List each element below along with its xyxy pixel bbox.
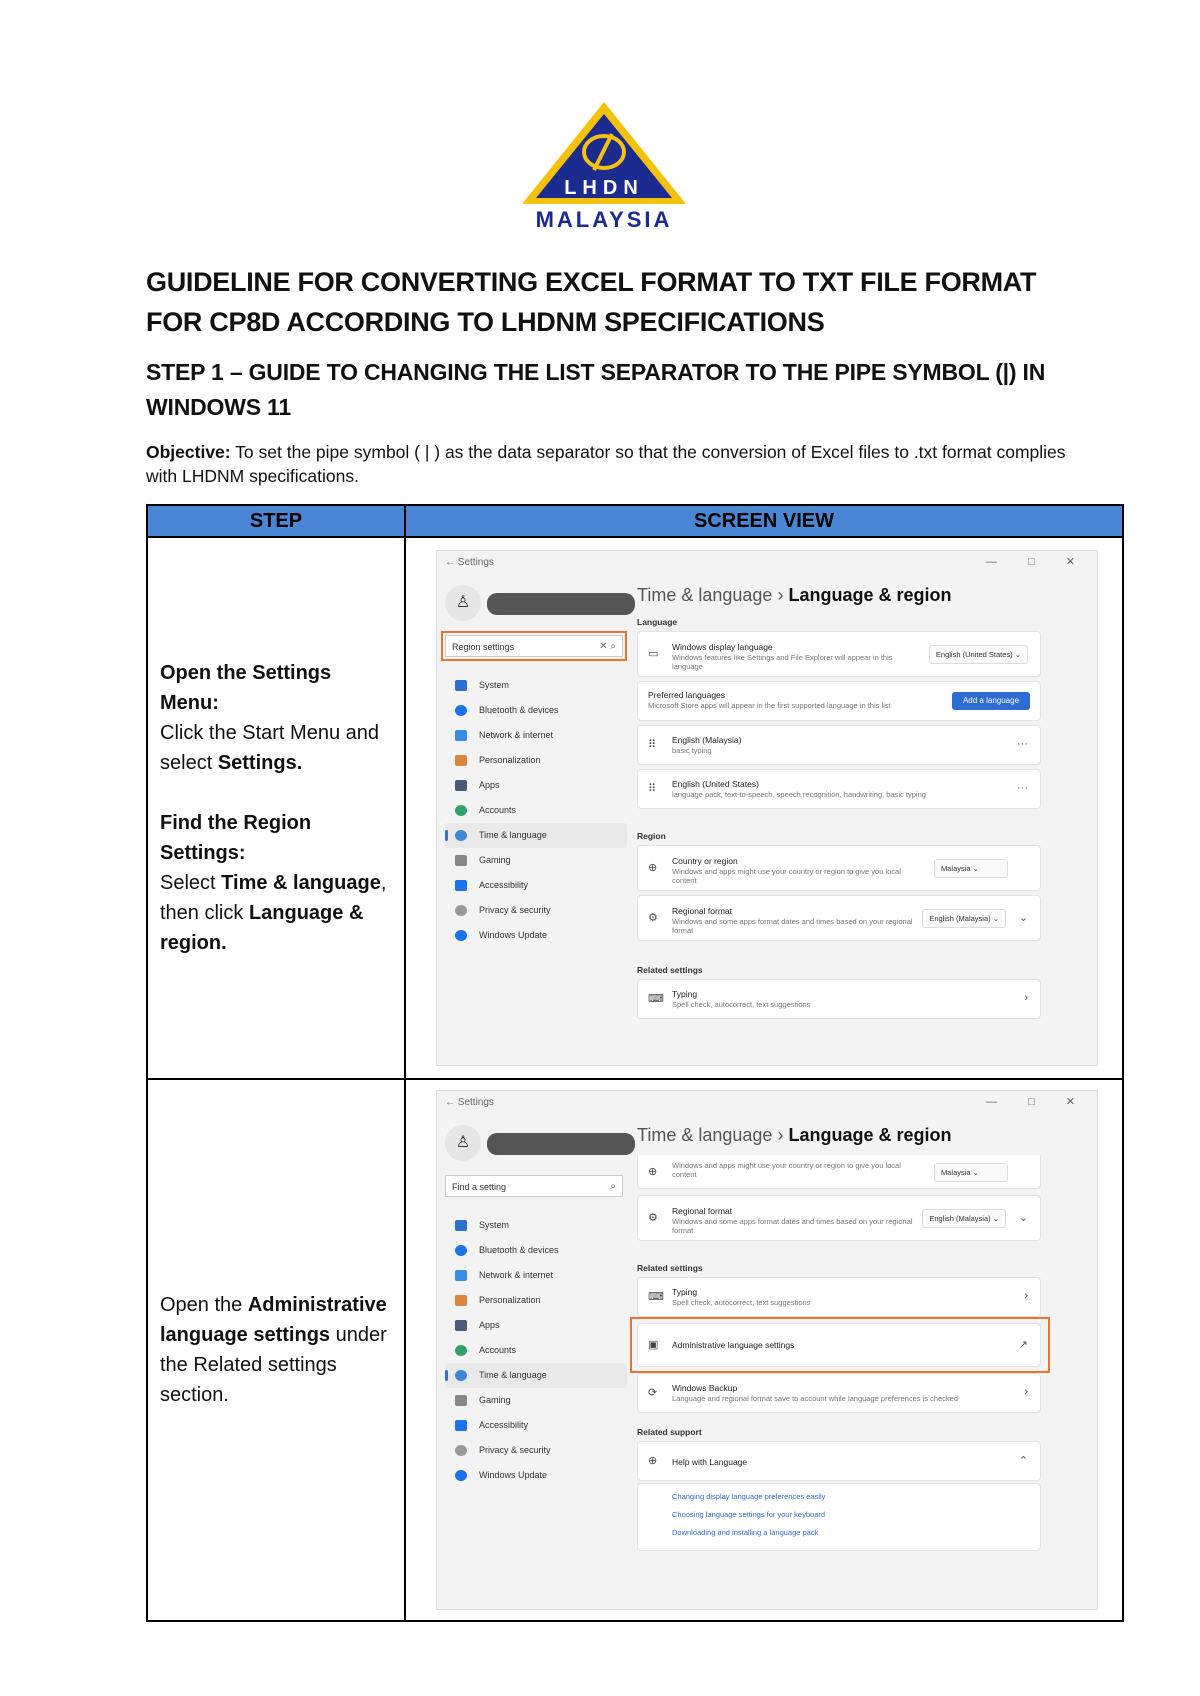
step-1-text: Click the Start Menu and select	[160, 722, 379, 774]
window-controls: — □ ✕	[986, 1096, 1089, 1108]
nav-item[interactable]: Apps	[445, 773, 627, 798]
window-controls: — □ ✕	[986, 556, 1089, 568]
redacted-username	[487, 1133, 635, 1155]
step-1-settings: Settings.	[217, 752, 303, 774]
chevron-down-icon[interactable]: ⌄	[1018, 912, 1028, 924]
globe-icon	[455, 1370, 467, 1381]
nav-item[interactable]: Gaming	[445, 1388, 627, 1413]
keyboard-icon: ⌨	[648, 993, 664, 1005]
more-icon[interactable]: ···	[1017, 738, 1028, 750]
search-icon: ⌕	[610, 1181, 616, 1192]
screenshot-cell-2	[405, 1079, 1123, 1621]
nav-item[interactable]: Accessibility	[445, 873, 627, 898]
breadcrumb: Time & language › Language & region	[637, 585, 952, 605]
gaming-icon	[455, 855, 467, 866]
keyboard-icon: ⌨	[648, 1291, 664, 1303]
step-3-instructions	[147, 1079, 405, 1621]
settings-nav	[445, 673, 627, 948]
step-2-text-2: , then click	[160, 872, 387, 924]
nav-item[interactable]: Windows Update	[445, 923, 627, 948]
windows-backup-card[interactable]: ⟳ Windows Backup Language and regional format save to account while language preferences is checked ›	[637, 1373, 1041, 1413]
country-region-card[interactable]: ⊕ Windows and apps might use your country or region to give you local content Malaysia ⌄	[637, 1155, 1041, 1189]
objective-label: Objective:	[146, 442, 231, 462]
nav-item[interactable]: System	[445, 673, 627, 698]
update-icon	[455, 930, 467, 941]
accessibility-icon	[455, 1420, 467, 1431]
section-region: Region	[637, 831, 666, 841]
display-language-card[interactable]: ▭ Windows display language Windows features like Settings and File Explorer will appear in this language English (United States) ⌄	[637, 631, 1041, 677]
network-icon	[455, 1270, 467, 1281]
settings-nav	[445, 1213, 627, 1488]
chevron-right-icon: ›	[1024, 1386, 1028, 1398]
breadcrumb: Time & language › Language & region	[637, 1125, 952, 1145]
settings-screenshot-1	[436, 550, 1098, 1066]
privacy-icon	[455, 905, 467, 916]
drag-handle-icon[interactable]: ⠿	[648, 783, 657, 795]
admin-icon: ▣	[648, 1339, 659, 1351]
step-3-text: Open the	[160, 1294, 248, 1316]
search-input[interactable]: Region settings ✕ ⌕	[445, 635, 623, 657]
section-language: Language	[637, 617, 678, 627]
step-3-text-2: under the Related settings section.	[160, 1324, 387, 1406]
nav-item[interactable]: Network & internet	[445, 723, 627, 748]
country-select[interactable]: Malaysia ⌄	[934, 859, 1008, 878]
window-title: ← Settings	[445, 557, 494, 568]
list-item[interactable]: ⠿ English (United States) language pack, text-to-speech, speech recognition, handwriting, basic typing ···	[637, 769, 1041, 809]
country-region-card[interactable]: ⊕ Country or region Windows and apps might use your country or region to give you local content Malaysia ⌄	[637, 845, 1041, 891]
nav-item[interactable]: Accounts	[445, 1338, 627, 1363]
chevron-up-icon[interactable]: ⌃	[1018, 1455, 1028, 1467]
help-link[interactable]: Downloading and installing a language pack	[672, 1528, 819, 1537]
globe-icon: ⊕	[648, 862, 658, 874]
help-language-card[interactable]: ⊕ Help with Language ⌃	[637, 1441, 1041, 1481]
help-link[interactable]: Changing display language preferences easily	[672, 1492, 826, 1501]
nav-item[interactable]: Bluetooth & devices	[445, 1238, 627, 1263]
typing-card[interactable]: ⌨ Typing Spell check, autocorrect, text suggestions ›	[637, 1277, 1041, 1317]
bluetooth-icon	[455, 705, 467, 716]
nav-item[interactable]: Privacy & security	[445, 898, 627, 923]
globe-icon: ⊕	[648, 1455, 658, 1467]
search-icon: ✕ ⌕	[599, 641, 616, 652]
step-2-text: Select	[160, 872, 222, 894]
network-icon	[455, 730, 467, 741]
nav-item[interactable]: System	[445, 1213, 627, 1238]
gaming-icon	[455, 1395, 467, 1406]
step-3-admin-settings: Administrative language settings	[160, 1294, 387, 1346]
help-links-card	[637, 1483, 1041, 1551]
step-2-time-language: Time & language	[221, 872, 381, 894]
display-language-select[interactable]: English (United States) ⌄	[929, 645, 1028, 664]
nav-item[interactable]: Privacy & security	[445, 1438, 627, 1463]
regional-format-select[interactable]: English (Malaysia) ⌄	[922, 1209, 1006, 1228]
table-row	[147, 1079, 1123, 1621]
chevron-right-icon: ›	[1024, 1290, 1028, 1302]
regional-format-icon: ⚙	[648, 1212, 658, 1224]
preferred-languages-card: Preferred languages Microsoft Store apps will appear in the first supported language in this list Add a language	[637, 681, 1041, 721]
section-related-settings: Related settings	[637, 965, 703, 975]
globe-icon	[455, 830, 467, 841]
lhdn-logo	[520, 100, 688, 235]
nav-item[interactable]: Network & internet	[445, 1263, 627, 1288]
regional-format-card[interactable]: ⚙ Regional format Windows and some apps format dates and times based on your regional format English (Malaysia) ⌄ ⌄	[637, 1195, 1041, 1241]
chevron-right-icon: ›	[1024, 992, 1028, 1004]
system-icon	[455, 1220, 467, 1231]
nav-item[interactable]: Apps	[445, 1313, 627, 1338]
logo-text: LHDN	[564, 177, 644, 199]
objective	[146, 440, 1076, 488]
regional-format-icon: ⚙	[648, 912, 658, 924]
regional-format-select[interactable]: English (Malaysia) ⌄	[922, 909, 1006, 928]
step-1-instructions	[147, 537, 405, 1079]
list-item[interactable]: ⠿ English (Malaysia) basic typing ···	[637, 725, 1041, 765]
more-icon[interactable]: ···	[1017, 782, 1028, 794]
redacted-username	[487, 593, 635, 615]
globe-icon: ⊕	[648, 1165, 658, 1178]
screenshot-cell-1	[405, 537, 1123, 1079]
section-related-settings: Related settings	[637, 1263, 703, 1273]
update-icon	[455, 1470, 467, 1481]
nav-item[interactable]: Accessibility	[445, 1413, 627, 1438]
step-1-heading: Open the Settings Menu:	[160, 662, 332, 714]
nav-item-time-language[interactable]: Time & language	[445, 1363, 627, 1388]
accounts-icon	[455, 805, 467, 816]
typing-card[interactable]: ⌨ Typing Spell check, autocorrect, text suggestions ›	[637, 979, 1041, 1019]
drag-handle-icon[interactable]: ⠿	[648, 739, 657, 751]
chevron-down-icon[interactable]: ⌄	[1018, 1212, 1028, 1224]
nav-item[interactable]: Personalization	[445, 748, 627, 773]
highlight-box	[630, 1317, 1050, 1373]
objective-text: To set the pipe symbol ( | ) as the data separator so that the conversion of Excel files to .txt format complies with LHDNM specifications.	[146, 442, 1066, 486]
help-link[interactable]: Choosing language settings for your keyboard	[672, 1510, 826, 1519]
logo-subtext: MALAYSIA	[535, 207, 673, 232]
apps-icon	[455, 780, 467, 791]
table-row	[147, 537, 1123, 1079]
step-heading: STEP 1 – GUIDE TO CHANGING THE LIST SEPARATOR TO THE PIPE SYMBOL (|) IN WINDOWS 11	[146, 359, 1046, 420]
country-select[interactable]: Malaysia ⌄	[934, 1163, 1008, 1182]
accounts-icon	[455, 1345, 467, 1356]
external-link-icon: ↗	[1018, 1339, 1028, 1351]
section-related-support: Related support	[637, 1427, 702, 1437]
privacy-icon	[455, 1445, 467, 1456]
settings-screenshot-2	[436, 1090, 1098, 1610]
header-step: STEP	[147, 505, 405, 537]
personalization-icon	[455, 755, 467, 766]
header-screen-view: SCREEN VIEW	[405, 505, 1123, 537]
nav-item-time-language[interactable]: Time & language	[445, 823, 627, 848]
window-title: ← Settings	[445, 1097, 494, 1108]
nav-item[interactable]: Accounts	[445, 798, 627, 823]
bluetooth-icon	[455, 1245, 467, 1256]
search-input[interactable]: Find a setting ⌕	[445, 1175, 623, 1197]
nav-item[interactable]: Gaming	[445, 848, 627, 873]
avatar: ♙	[445, 585, 481, 621]
step-2-heading: Find the Region Settings:	[160, 812, 312, 864]
avatar: ♙	[445, 1125, 481, 1161]
backup-icon: ⟳	[648, 1387, 658, 1399]
apps-icon	[455, 1320, 467, 1331]
add-language-button[interactable]: Add a language	[952, 692, 1030, 710]
document-title: GUIDELINE FOR CONVERTING EXCEL FORMAT TO TXT FILE FORMAT FOR CP8D ACCORDING TO LHDNM SPECIFICATIONS	[146, 267, 1037, 337]
steps-table	[146, 504, 1124, 1622]
accessibility-icon	[455, 880, 467, 891]
regional-format-card[interactable]: ⚙ Regional format Windows and some apps format dates and times based on your regional format English (Malaysia) ⌄ ⌄	[637, 895, 1041, 941]
admin-language-settings-card[interactable]: ▣ Administrative language settings ↗	[637, 1323, 1041, 1367]
step-2-language-region: Language & region.	[160, 902, 364, 954]
system-icon	[455, 680, 467, 691]
nav-item[interactable]: Bluetooth & devices	[445, 698, 627, 723]
nav-item[interactable]: Personalization	[445, 1288, 627, 1313]
nav-item[interactable]: Windows Update	[445, 1463, 627, 1488]
monitor-icon: ▭	[648, 648, 659, 660]
personalization-icon	[455, 1295, 467, 1306]
